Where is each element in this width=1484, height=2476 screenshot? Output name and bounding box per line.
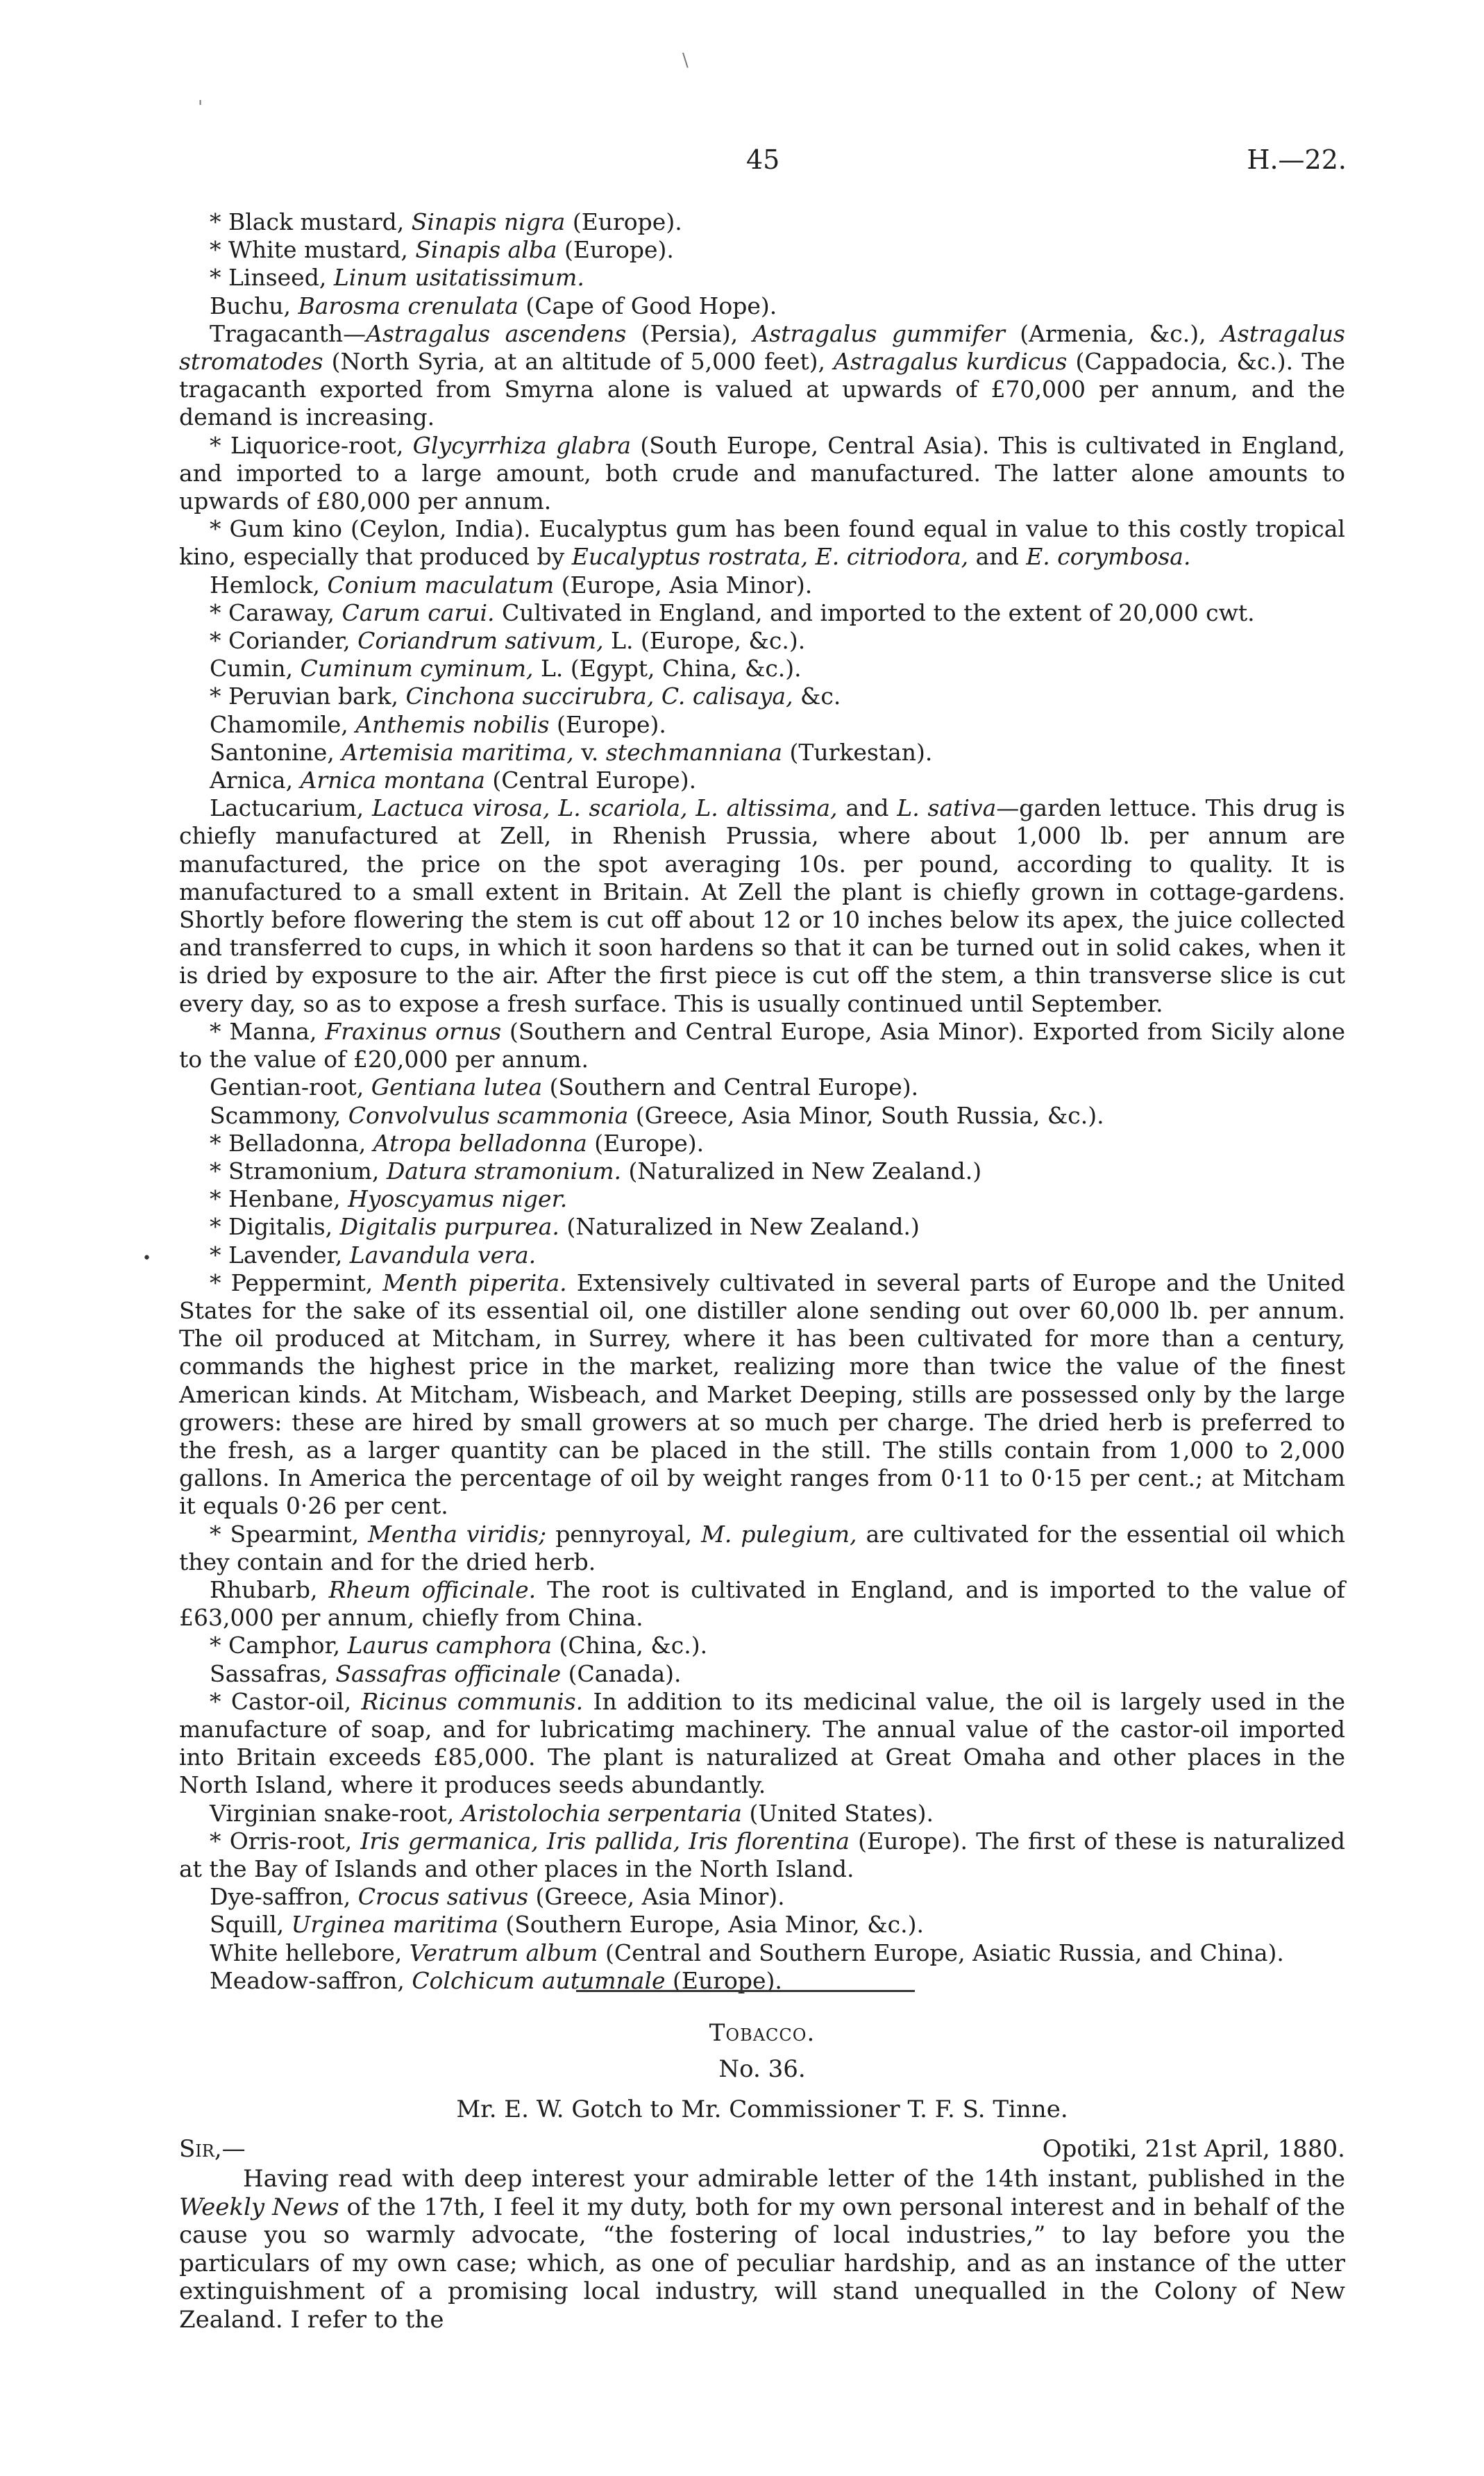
entry-paragraph: [179, 515, 1345, 571]
entry-text: (Europe).: [557, 236, 674, 264]
document-reference: H.—22.: [1247, 144, 1347, 175]
entry-paragraph: [179, 1018, 1345, 1073]
letter-text-end: of the 17th, I feel it my duty, both for my own personal interest and in behalf of the cause you so warmly advocate, “the fostering of local industries,” to lay before you the particulars of my own case; which, as one of peculiar hardship, and as an instance of the utter extinguishment of a promising local industry, will stand unequalled in the Colony of New Zealand. I refer to the: [179, 2193, 1345, 2334]
botanical-name: Mentha viridis;: [368, 1520, 547, 1548]
asterisk-marker: *: [210, 515, 230, 543]
section-heading: Tobacco.: [709, 2019, 816, 2047]
common-name: Camphor,: [228, 1632, 348, 1659]
entry-text: —garden lettuce. This drug is chiefly manufactured at Zell, in Rhenish Prussia, where about 1,000 lb. per annum are manufactured, the price on the spot averaging 10s. per pound, according to quality. It is manufactured to a small extent in Britain. At Zell the plant is chiefly grown in cottage-gardens. Shortly before flowering the stem is cut off about 12 or 10 inches below its apex, the juice collected and transferred to cups, in which it soon hardens so that it can be turned out in solid cakes, when it is dried by exposure to the air. After the first piece is cut off the stem, a thin transverse slice is cut every day, so as to expose a fresh surface. This is usually continued until September.: [179, 794, 1345, 1017]
botanical-name: Arnica montana: [300, 767, 485, 794]
common-name: Peppermint,: [230, 1269, 383, 1296]
common-name: Lactucarium,: [210, 794, 372, 822]
section-divider: [576, 1990, 915, 1992]
entry-text: (Europe).: [665, 1966, 782, 1994]
botanical-name: Anthemis nobilis: [355, 710, 550, 738]
botanical-name: Urginea maritima: [291, 1911, 498, 1939]
entry-text: (Europe). The first of these is naturalized at the Bay of Islands and other places in the North Island.: [179, 1827, 1345, 1882]
botanical-name: Lavandula vera.: [349, 1241, 537, 1269]
entry-text: (Central and Southern Europe, Asiatic Russia, and China).: [598, 1939, 1284, 1966]
entry-text: and: [837, 794, 897, 822]
entry-text: L. (Europe, &c.).: [603, 627, 806, 655]
botanical-name: stechmanniana: [605, 738, 782, 766]
entry-text: (Europe).: [549, 710, 666, 738]
entry-text: (Central Europe).: [484, 767, 697, 794]
botanical-name: Laurus camphora: [347, 1632, 553, 1659]
entry-paragraph: [179, 1688, 1345, 1800]
asterisk-marker: *: [210, 1129, 228, 1157]
asterisk-marker: *: [210, 431, 230, 459]
newspaper-title: Weekly News: [179, 2193, 339, 2221]
botanical-name: E. corymbosa.: [1026, 543, 1191, 571]
botanical-name: Astragalus ascendens: [366, 319, 627, 347]
asterisk-marker: *: [210, 1241, 228, 1269]
entry-paragraph: [179, 1269, 1345, 1521]
common-name: Arnica,: [210, 767, 301, 794]
entry-paragraph: [179, 432, 1345, 516]
common-name: Orris-root,: [229, 1827, 361, 1855]
entry-paragraph: [179, 1102, 1345, 1130]
entry-paragraph: [179, 599, 1345, 627]
common-name: Gum kino (Ceylon, India). Eucalyptus gum has been found equal in value to this costly tropical kino, especially that produced by: [179, 515, 1345, 571]
botanical-name: Sinapis alba: [415, 236, 557, 264]
botanical-name: Glycyrrhiza glabra: [412, 431, 632, 459]
stray-mark-left: ': [198, 97, 203, 118]
salutation: Sir,—: [179, 2135, 246, 2163]
entry-text: (Persia),: [626, 319, 753, 347]
common-name: Castor-oil,: [230, 1687, 362, 1715]
entry-paragraph: [179, 1130, 1345, 1157]
asterisk-marker: *: [210, 1269, 231, 1296]
botanical-name: Cuminum cyminum,: [300, 655, 534, 683]
common-name: White mustard,: [228, 236, 416, 264]
common-name: Spearmint,: [230, 1520, 369, 1548]
entry-paragraph: [179, 1185, 1345, 1213]
page-number: 45: [746, 144, 780, 175]
entry-paragraph: [179, 1660, 1345, 1688]
common-name: Coriander,: [228, 627, 358, 655]
asterisk-marker: *: [210, 1213, 228, 1241]
botanical-name: Sassafras officinale: [335, 1659, 562, 1687]
botanical-name: Aristolochia serpentaria: [461, 1799, 742, 1827]
stray-mark-top: \: [682, 50, 689, 71]
entry-text: (Cape of Good Hope).: [518, 292, 777, 319]
botanical-name: Astragalus kurdicus: [834, 348, 1068, 376]
entry-paragraph: [179, 683, 1345, 710]
botanical-name: Coriandrum sativum,: [357, 627, 604, 655]
botanical-name: Conium maculatum: [327, 571, 555, 599]
letter-text-start: Having read with deep interest your admirable letter of the 14th instant, published in the: [243, 2165, 1345, 2193]
common-name: Henbane,: [228, 1185, 348, 1213]
entry-text: (China, &c.).: [552, 1632, 708, 1659]
entry-paragraph: [179, 627, 1345, 655]
entry-paragraph: [179, 767, 1345, 794]
asterisk-marker: *: [210, 683, 228, 710]
common-name: Buchu,: [210, 292, 298, 319]
entry-paragraph: [179, 1883, 1345, 1911]
letter-title: Mr. E. W. Gotch to Mr. Commissioner T. F. S. Tinne.: [456, 2096, 1068, 2123]
asterisk-marker: *: [210, 1185, 228, 1213]
common-name: Tragacanth—: [210, 319, 366, 347]
entry-paragraph: [179, 1911, 1345, 1939]
common-name: Caraway,: [228, 599, 342, 626]
botanical-name: Astragalus stromatodes: [179, 319, 1345, 376]
botanical-name: Digitalis purpurea.: [339, 1213, 559, 1241]
botanical-name: Lactuca virosa, L. scariola, L. altissima,: [371, 794, 838, 822]
asterisk-marker: *: [210, 1017, 230, 1045]
entry-text: (Turkestan).: [782, 738, 933, 766]
asterisk-marker: *: [210, 1520, 230, 1548]
entry-text: are cultivated for the essential oil which they contain and for the dried herb.: [179, 1520, 1345, 1575]
entry-paragraph: [179, 208, 1345, 236]
entry-text: (Naturalized in New Zealand.): [621, 1157, 982, 1185]
dateline: Opotiki, 21st April, 1880.: [1042, 2135, 1345, 2163]
asterisk-marker: *: [210, 264, 228, 292]
common-name: Meadow-saffron,: [210, 1966, 412, 1994]
botanical-name: Veratrum album: [409, 1939, 598, 1966]
common-name: Stramonium,: [228, 1157, 387, 1185]
entry-text: (Greece, Asia Minor).: [528, 1883, 785, 1911]
entry-paragraph: [179, 1521, 1345, 1576]
entry-text: (Armenia, &c.),: [1004, 319, 1221, 347]
entry-text: (Naturalized in New Zealand.): [559, 1213, 920, 1241]
botanical-name: Carum carui.: [342, 599, 495, 626]
entry-paragraph: [179, 320, 1345, 432]
entry-text: (Canada).: [561, 1659, 682, 1687]
entry-text: v.: [573, 738, 606, 766]
entry-paragraph: [179, 1213, 1345, 1241]
entry-paragraph: [179, 1576, 1345, 1632]
entry-paragraph: [179, 655, 1345, 683]
asterisk-marker: *: [210, 1632, 228, 1659]
botanical-name: Ricinus communis.: [361, 1687, 584, 1715]
common-name: Sassafras,: [210, 1659, 336, 1687]
botanical-name: M. pulegium,: [701, 1520, 857, 1548]
entry-text: and: [968, 543, 1027, 571]
entry-paragraph: [179, 739, 1345, 767]
botanical-name: Convolvulus scammonia: [348, 1101, 629, 1129]
common-name: Dye-saffron,: [210, 1883, 358, 1911]
common-name: Cumin,: [210, 655, 301, 683]
entry-text: (Europe).: [565, 208, 682, 235]
common-name: Lavender,: [228, 1241, 350, 1269]
asterisk-marker: *: [210, 627, 228, 655]
entry-list: [179, 208, 1345, 1995]
botanical-name: Cinchona succirubra, C. calisaya,: [405, 683, 793, 710]
botanical-name: Crocus sativus: [357, 1883, 529, 1911]
entry-text: L. (Egypt, China, &c.).: [533, 655, 802, 683]
common-name: Manna,: [229, 1017, 326, 1045]
botanical-name: Linum usitatissimum.: [333, 264, 584, 292]
entry-paragraph: [179, 1157, 1345, 1185]
letter-number: No. 36.: [718, 2055, 806, 2083]
entry-text: (Cappadocia, &c.). The tragacanth exported from Smyrna alone is valued at upwards of £70,000 per annum, and the demand is increasing.: [179, 348, 1345, 431]
common-name: Peruvian bark,: [228, 683, 406, 710]
entry-paragraph: [179, 236, 1345, 264]
entry-paragraph: [179, 794, 1345, 1018]
common-name: Black mustard,: [228, 208, 412, 235]
entry-paragraph: [179, 571, 1345, 599]
stray-bullet: •: [142, 1250, 151, 1267]
asterisk-marker: *: [210, 208, 228, 235]
common-name: Linseed,: [228, 264, 334, 292]
botanical-name: Menth piperita.: [382, 1269, 567, 1296]
entry-text: (Southern and Central Europe).: [542, 1073, 919, 1101]
entry-text: The root is cultivated in England, and is imported to the value of £63,000 per annum, chiefly from China.: [179, 1575, 1345, 1632]
entry-paragraph: [179, 264, 1345, 292]
letter-body: [179, 2165, 1345, 2334]
entry-text: Extensively cultivated in several parts of Europe and the United States for the sake of its essential oil, one distiller alone sending out over 60,000 lb. per annum. The oil produced at Mitcham, in Surrey, where it has been cultivated for more than a century, commands the highest price in the market, realizing more than twice the value of the finest American kinds. At Mitcham, Wisbeach, and Market Deeping, stills are possessed only by the large growers: these are hired by small growers at so much per charge. The dried herb is preferred to the fresh, as a larger quantity can be placed in the still. The stills contain from 1,000 to 2,000 gallons. In America the percentage of oil by weight ranges from 0·11 to 0·15 per cent.; at Mitcham it equals 0·26 per cent.: [179, 1269, 1345, 1520]
entry-paragraph: [179, 1632, 1345, 1659]
entry-paragraph: [179, 1073, 1345, 1101]
botanical-name: Datura stramonium.: [386, 1157, 622, 1185]
common-name: Digitalis,: [228, 1213, 340, 1241]
common-name: Scammony,: [210, 1101, 348, 1129]
entry-text: (United States).: [741, 1799, 934, 1827]
botanical-name: Iris germanica, Iris pallida, Iris florentina: [360, 1827, 850, 1855]
asterisk-marker: *: [210, 599, 228, 626]
common-name: Virginian snake-root,: [210, 1799, 462, 1827]
entry-text: In addition to its medicinal value, the oil is largely used in the manufacture of soap, and for lubricatimg machinery. The annual value of the castor-oil imported into Britain exceeds £85,000. The plant is naturalized at Great Omaha and other places in the North Island, where it produces seeds abundantly.: [179, 1687, 1345, 1799]
entry-text: (Southern Europe, Asia Minor, &c.).: [498, 1911, 924, 1939]
botanical-name: Eucalyptus rostrata, E. citriodora,: [571, 543, 969, 571]
entry-paragraph: [179, 1241, 1345, 1269]
botanical-name: Rheum officinale.: [328, 1575, 537, 1603]
entry-text: (Europe, Asia Minor).: [554, 571, 813, 599]
botanical-name: Astragalus gummifer: [752, 319, 1005, 347]
common-name: Chamomile,: [210, 710, 356, 738]
botanical-name: Barosma crenulata: [298, 292, 518, 319]
botanical-name: Colchicum autumnale: [412, 1966, 666, 1994]
entry-text: Cultivated in England, and imported to the extent of 20,000 cwt.: [494, 599, 1255, 626]
asterisk-marker: *: [210, 1687, 231, 1715]
entry-paragraph: [179, 711, 1345, 739]
common-name: Hemlock,: [210, 571, 328, 599]
entry-text: (North Syria, at an altitude of 5,000 feet),: [323, 348, 834, 376]
botanical-name: Hyoscyamus niger.: [348, 1185, 568, 1213]
entry-paragraph: [179, 1827, 1345, 1883]
common-name: Gentian-root,: [210, 1073, 371, 1101]
entry-text: (Greece, Asia Minor, South Russia, &c.).: [628, 1101, 1104, 1129]
common-name: Rhubarb,: [210, 1575, 329, 1603]
entry-text: (South Europe, Central Asia). This is cultivated in England, and imported to a large amount, both crude and manufactured. The latter alone amounts to upwards of £80,000 per annum.: [179, 431, 1345, 515]
botanical-name: Sinapis nigra: [411, 208, 566, 235]
entry-paragraph: [179, 1800, 1345, 1827]
common-name: White hellebore,: [210, 1939, 410, 1966]
asterisk-marker: *: [210, 236, 228, 264]
common-name: Squill,: [210, 1911, 292, 1939]
entry-text: (Southern and Central Europe, Asia Minor). Exported from Sicily alone to the value of £20,000 per annum.: [179, 1017, 1345, 1073]
entry-text: &c.: [793, 683, 841, 710]
botanical-name: Artemisia maritima,: [342, 738, 574, 766]
entry-paragraph: [179, 292, 1345, 320]
asterisk-marker: *: [210, 1157, 228, 1185]
entry-text: (Europe).: [587, 1129, 705, 1157]
botanical-name: Fraxinus ornus: [325, 1017, 502, 1045]
entry-paragraph: [179, 1939, 1345, 1967]
entry-text: pennyroyal,: [546, 1520, 702, 1548]
common-name: Santonine,: [210, 738, 342, 766]
botanical-name: Atropa belladonna: [373, 1129, 587, 1157]
botanical-name: L. sativa: [897, 794, 997, 822]
common-name: Belladonna,: [228, 1129, 373, 1157]
common-name: Liquorice-root,: [230, 431, 413, 459]
asterisk-marker: *: [210, 1827, 230, 1855]
botanical-name: Gentiana lutea: [371, 1073, 543, 1101]
